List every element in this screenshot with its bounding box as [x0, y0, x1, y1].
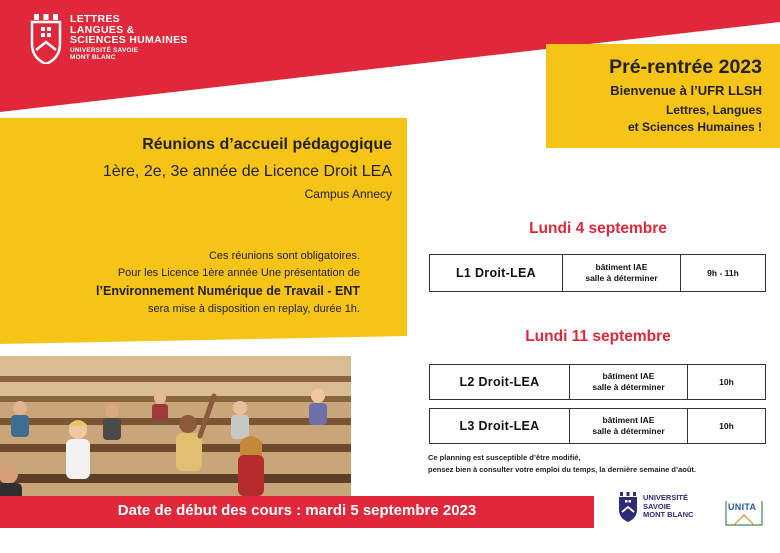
building-text: bâtiment IAE — [595, 261, 648, 272]
info-line-2: Pour les Licence 1ère année Une présentation de — [117, 267, 360, 280]
pre-rentree-box — [546, 44, 780, 148]
time-cell: 9h - 11h — [681, 255, 766, 292]
unita-label: UNITA — [728, 502, 757, 512]
logo-line-5: MONT BLANC — [70, 54, 116, 61]
llsh-logo — [30, 14, 188, 64]
usmb-line-2: SAVOIE — [643, 501, 671, 511]
info-line-4: sera mise à disposition en replay, durée 1h. — [148, 303, 360, 316]
room-text: salle à déterminer — [585, 273, 658, 283]
planning-note — [428, 452, 696, 475]
day-1-heading: Lundi 4 septembre — [529, 220, 667, 237]
logo-line-1: LETTRES — [70, 13, 120, 25]
table-row — [430, 255, 766, 292]
usmb-line-1: UNIVERSITÉ — [643, 493, 689, 503]
unita-mountain-icon — [724, 495, 764, 529]
intro-title: Réunions d’accueil pédagogique — [142, 136, 392, 153]
shield-icon — [30, 14, 62, 64]
intro-info — [0, 248, 360, 319]
building-text: bâtiment IAE — [602, 414, 655, 425]
usmb-line-3: MONT BLANC — [643, 510, 694, 520]
table-row — [430, 409, 766, 444]
building-text: bâtiment IAE — [602, 370, 655, 381]
location-cell — [563, 255, 681, 292]
campus-label: Campus Annecy — [304, 187, 392, 201]
schedule-table-day-2-l2 — [429, 364, 766, 400]
day-2-heading: Lundi 11 septembre — [525, 328, 671, 345]
room-text: salle à déterminer — [592, 426, 665, 436]
logo-line-3: SCIENCES HUMAINES — [70, 34, 188, 46]
faculty-line-1: Lettres, Langues — [665, 103, 762, 117]
shield-icon — [618, 492, 638, 522]
level-cell: L3 Droit-LEA — [430, 409, 570, 444]
info-line-1: Ces réunions sont obligatoires. — [208, 250, 360, 262]
schedule-table-day-1 — [429, 254, 766, 292]
level-cell: L2 Droit-LEA — [430, 365, 570, 400]
location-cell — [570, 409, 688, 444]
unita-logo — [724, 495, 764, 529]
welcome-text: Bienvenue à l’UFR LLSH — [610, 83, 762, 98]
time-cell: 10h — [688, 409, 766, 444]
logo-line-2: LANGUES & — [70, 23, 135, 36]
room-text: salle à déterminer — [592, 382, 665, 392]
faculty-line-2: et Sciences Humaines ! — [627, 119, 762, 134]
schedule-table-day-2-l3 — [429, 408, 766, 444]
pre-rentree-title: Pré-rentrée 2023 — [609, 56, 762, 78]
info-line-3: l’Environnement Numérique de Travail - ENT — [96, 284, 360, 299]
note-line-2: pensez bien à consulter votre emploi du temps, la dernière semaine d’août. — [428, 464, 696, 474]
table-row — [430, 365, 766, 400]
note-line-1: Ce planning est susceptible d’être modifié, — [428, 453, 581, 462]
time-cell: 10h — [688, 365, 766, 400]
location-cell — [570, 365, 688, 400]
logo-line-4: UNIVERSITÉ SAVOIE — [70, 46, 139, 54]
level-cell: L1 Droit-LEA — [430, 255, 563, 292]
classroom-photo — [0, 356, 351, 496]
course-start-banner: Date de début des cours : mardi 5 septembre 2023 — [0, 496, 594, 528]
intro-subtitle: 1ère, 2e, 3e année de Licence Droit LEA — [102, 163, 392, 180]
usmb-logo — [618, 492, 693, 522]
